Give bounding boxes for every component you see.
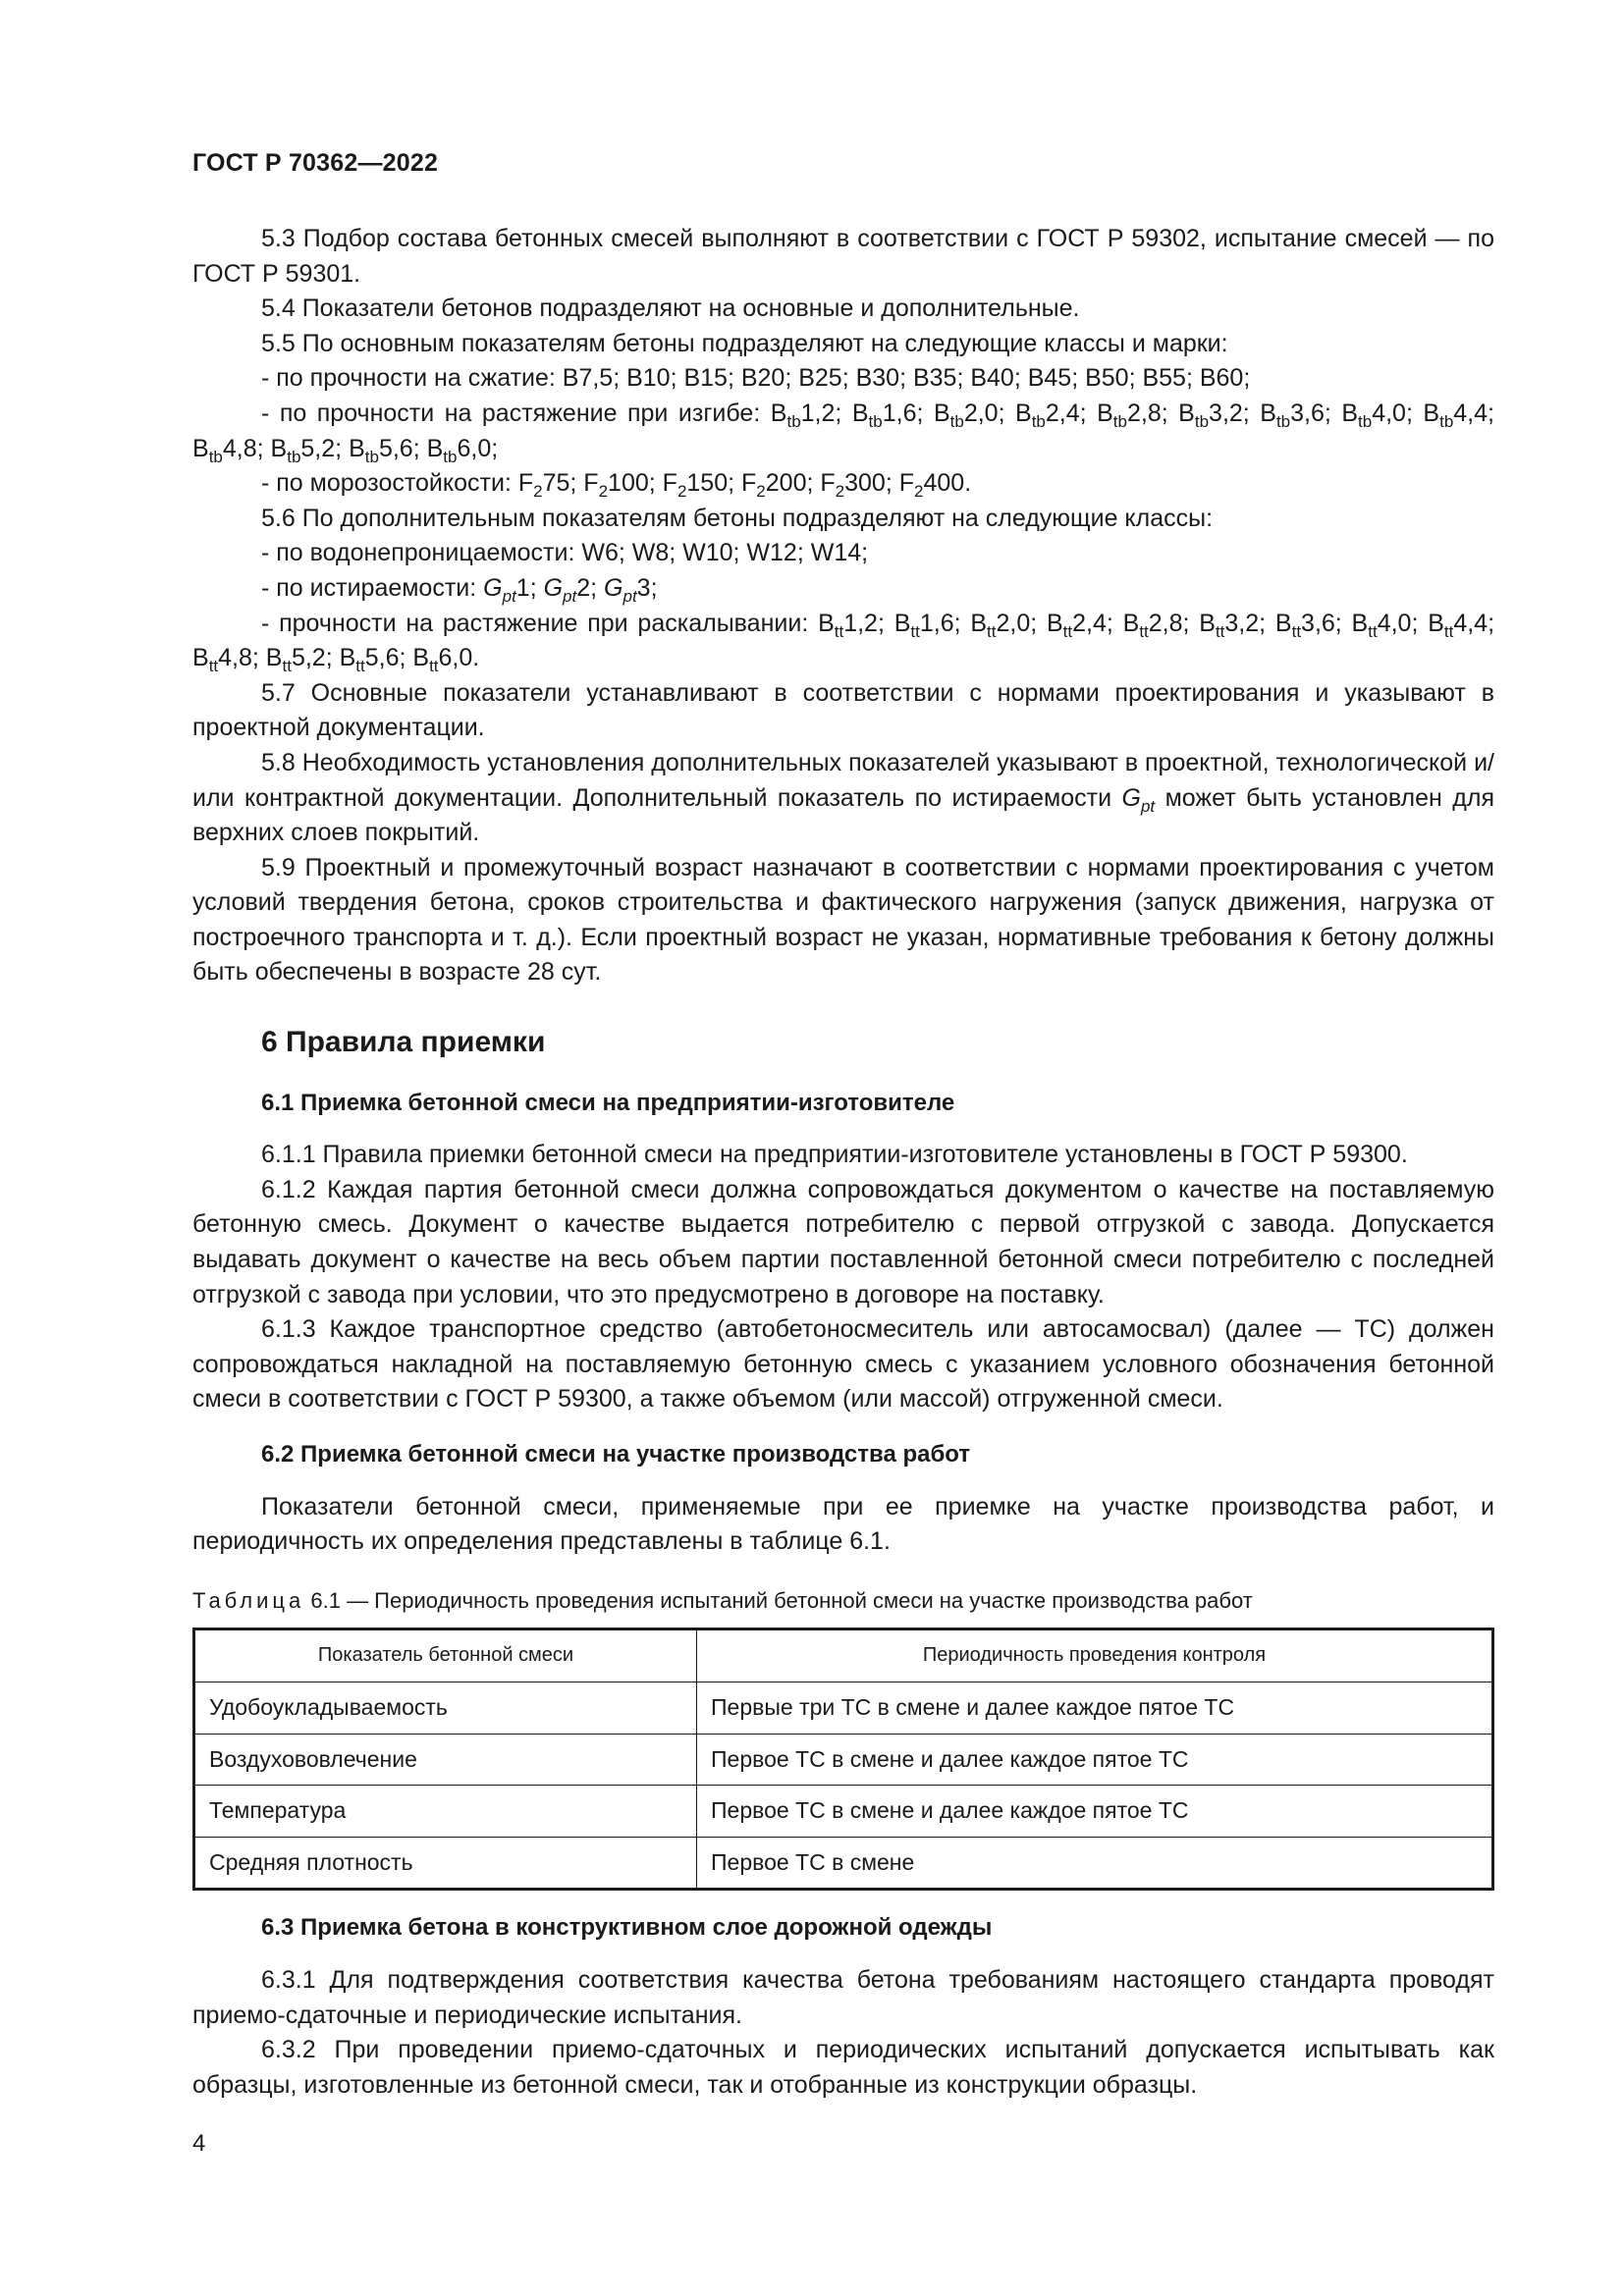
class-value: $G_{pt}3$; [604,573,658,606]
class-value: $B_{tt}2,4$; [1046,609,1123,641]
acceptance-table [192,1628,1494,1891]
paragraph-5-8-part-b: может быть установлен для верхних слоев покрытий. [192,783,1494,847]
list-item-compression: - по прочности на сжатие: В7,5; В10; В15; В20; В25; В30; В35; В40; В45; В50; В55; В60; [261,364,1251,393]
class-value: $B_{tt}2,0$; [970,609,1047,641]
table-cell: Воздухововлечение [194,1734,697,1786]
table-cell: Первые три ТС в смене и далее каждое пятое ТС [697,1682,1493,1734]
abrasion-symbol-sub: pt [1140,796,1156,816]
class-value: $B_{tb}2,8$; [1097,399,1179,431]
table-header-cell: Показатель бетонной смеси [194,1629,697,1682]
class-value: $B_{tt}3,6$; [1274,609,1352,641]
paragraph-6-2: Показатели бетонной смеси, применяемые при ее приемке на участке производства работ, и периодичность их определения представлены в таблице 6.1. [192,1492,1494,1556]
table-row [194,1837,1493,1890]
list-item-splitting-label: - прочности на растяжение при раскалывании: [261,609,819,637]
class-value: $B_{tb}5,6$; [349,434,427,466]
class-value: $B_{tb}3,2$; [1178,399,1261,431]
class-value: $B_{tt}3,2$; [1199,609,1275,641]
class-value: $F_2100$; [583,469,663,502]
table-row [194,1734,1493,1786]
section-6-2-title: 6.2 Приемка бетонной смеси на участке производства работ [261,1441,971,1468]
class-value: $B_{tb}4,4$; [1423,399,1494,431]
table-cell: Температура [194,1786,697,1838]
list-item-water: - по водонепроницаемости: W6; W8; W10; W12; W14; [261,539,869,567]
section-6-1-title: 6.1 Приемка бетонной смеси на предприятии-изготовителе [261,1089,955,1116]
page-number: 4 [192,2130,206,2157]
paragraph-6-1-2: 6.1.2 Каждая партия бетонной смеси должна сопровождаться документом о качестве на поставляемую бетонную смесь. Документ о качестве выдается потребителю с первой отгрузкой с завода. Допускается выдавать документ о качестве на весь объем партии поставленной бетонной смеси потребителю с последней отгрузкой с завода при условии, что это предусмотрено в договоре на поставку. [192,1175,1494,1308]
list-item-splitting [192,607,1494,676]
class-value: $G_{pt}1$; [483,573,544,606]
class-value: $F_2200$; [741,469,821,502]
table-cell: Первое ТС в смене и далее каждое пятое ТС [697,1734,1493,1786]
class-value: $B_{tb}4,0$; [1341,399,1424,431]
paragraph-5-3: 5.3 Подбор состава бетонных смесей выполняют в соответствии с ГОСТ Р 59302, испытание смесей — по ГОСТ Р 59301. [192,225,1494,288]
paragraph-6-1-1: 6.1.1 Правила приемки бетонной смеси на предприятии-изготовителе установлены в ГОСТ Р 59300. [261,1141,1408,1169]
list-item-abrasion-label: - по истираемости: [261,573,484,602]
class-value: $B_{tt}2,8$; [1122,609,1200,641]
class-value: $B_{tb}2,0$; [933,399,1016,431]
class-value: $B_{tb}1,2$; [770,399,852,431]
paragraph-5-9: 5.9 Проектный и промежуточный возраст назначают в соответствии с нормами проектирования с учетом условий твердения бетона, сроков строительства и фактического нагружения (запуск движения, нагрузка от построечного транспорта и т. д.). Если проектный возраст не указан, нормативные требования к бетону должны быть обеспечены в возрасте 28 сут. [192,853,1494,987]
list-item-frost [192,466,1494,502]
class-value: $B_{tt}4,0$; [1351,609,1429,641]
table-header-row [194,1629,1493,1682]
class-value: $B_{tt}5,2$; [265,644,340,676]
section-6-title: 6 Правила приемки [261,1026,546,1059]
table-caption [192,1583,1494,1619]
class-value: $B_{tt}4,4$; [1428,609,1495,641]
document-body [192,222,1494,2103]
list-item-abrasion [192,571,1494,607]
table-cell: Средняя плотность [194,1837,697,1890]
paragraph-6-3-1: 6.3.1 Для подтверждения соответствия качества бетона требованиям настоящего стандарта проводят приемо-сдаточные и периодические испытания. [192,1965,1494,2029]
paragraph-5-8 [192,746,1494,851]
table-cell: Первое ТС в смене и далее каждое пятое ТС [697,1786,1493,1838]
class-value: $B_{tt}4,8$; [192,644,266,676]
abrasion-symbol [1121,783,1156,816]
list-item-bending [192,397,1494,466]
table-caption-text: 6.1 — Периодичность проведения испытаний бетонной смеси на участке производства работ [304,1587,1253,1613]
table-cell: Удобоукладываемость [194,1682,697,1734]
document-code: ГОСТ Р 70362—2022 [192,149,439,177]
class-value: $B_{tt}1,6$; [893,609,971,641]
class-value: $G_{pt}2$; [543,573,605,606]
class-value: $B_{tb}2,4$; [1015,399,1098,431]
class-value: $F_2300$; [820,469,899,502]
abrasion-symbol-base: G [1121,783,1141,812]
paragraph-6-3-2: 6.3.2 При проведении приемо-сдаточных и периодических испытаний допускается испытывать как образцы, изготовленные из бетонной смеси, так и отобранные из конструкции образцы. [192,2036,1494,2099]
paragraph-5-4: 5.4 Показатели бетонов подразделяют на основные и дополнительные. [261,294,1080,323]
class-value: $F_2400$. [898,469,972,502]
frost-grade-values [517,469,972,502]
class-value: $B_{tb}4,8$; [192,434,271,466]
table-row [194,1682,1493,1734]
paragraph-5-5: 5.5 По основным показателям бетоны подразделяют на следующие классы и марки: [261,329,1228,357]
class-value: $F_275$; [517,469,584,502]
table-header-cell: Периодичность проведения контроля [697,1629,1493,1682]
list-item-frost-label: - по морозостойкости: [261,469,518,498]
table-caption-word: Таблица [192,1587,305,1613]
class-value: $B_{tb}3,6$; [1260,399,1342,431]
class-value: $B_{tt}5,6$; [339,644,413,676]
class-value: $B_{tt}6,0$. [412,644,480,676]
table-cell: Первое ТС в смене [697,1837,1493,1890]
paragraph-6-1-3: 6.1.3 Каждое транспортное средство (автобетоносмеситель или автосамосвал) (далее — ТС) должен сопровождаться накладной на поставляемую бетонную смесь с указанием условного обозначения бетонной смеси в соответствии с ГОСТ Р 59300, а также объемом (или массой) отгруженной смеси. [192,1315,1494,1414]
class-value: $B_{tb}1,6$; [851,399,934,431]
abrasion-class-values [483,573,658,606]
paragraph-5-6: 5.6 По дополнительным показателям бетоны подразделяют на следующие классы: [261,504,1214,532]
list-item-bending-label: - по прочности на растяжение при изгибе: [261,399,771,427]
paragraph-5-7: 5.7 Основные показатели устанавливают в соответствии с нормами проектирования и указывают в проектной документации. [192,678,1494,742]
class-value: $B_{tt}1,2$; [818,609,894,641]
class-value: $F_2150$; [662,469,742,502]
section-6-3-title: 6.3 Приемка бетона в конструктивном слое дорожной одежды [261,1914,993,1942]
class-value: $B_{tb}6,0$; [426,434,499,466]
table-row [194,1786,1493,1838]
class-value: $B_{tb}5,2$; [270,434,350,466]
paragraph-5-8-part-a: 5.8 Необходимость установления дополнительных показателей указывают в проектной, технологической и/или контрактной документации. Дополнительный показатель по истираемости [192,748,1494,812]
